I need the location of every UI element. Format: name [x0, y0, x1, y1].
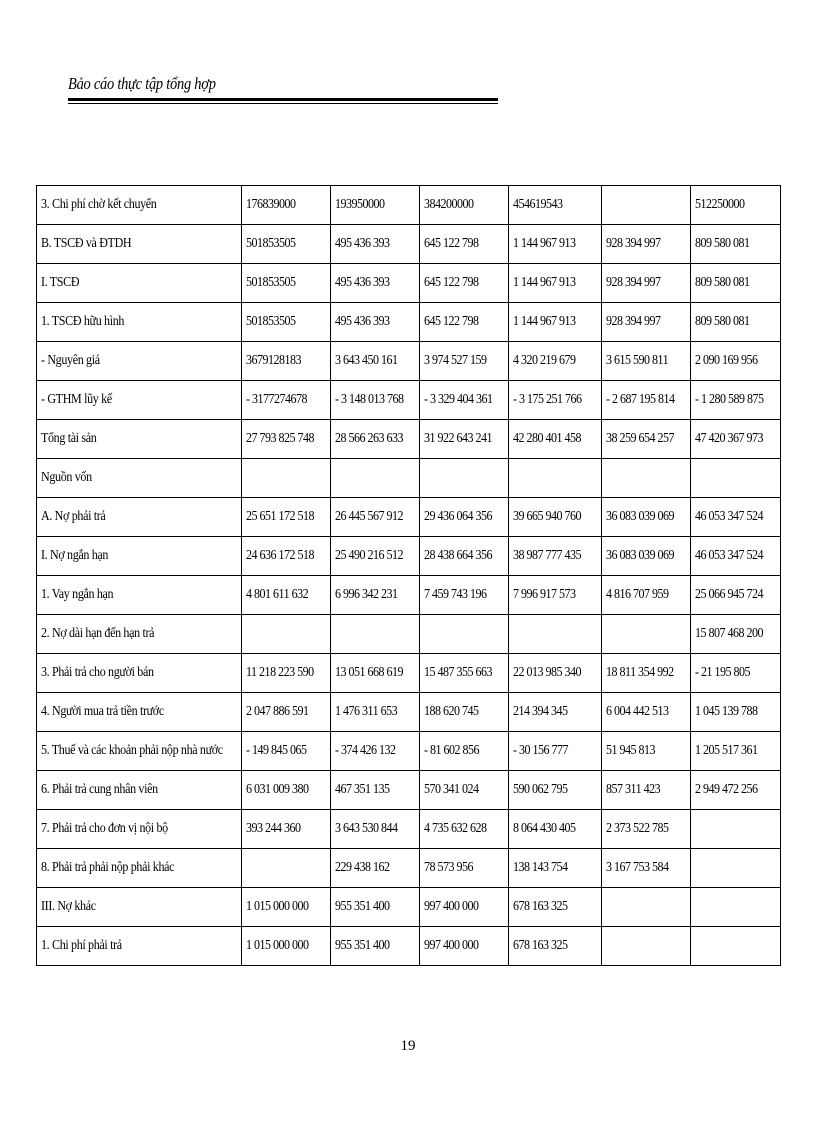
cell-value: 28 438 664 356 — [424, 548, 493, 563]
cell-value: 2 373 522 785 — [606, 821, 669, 836]
table-row — [37, 576, 781, 615]
cell-value: 6 031 009 380 — [246, 782, 309, 797]
cell-value: 809 580 081 — [695, 275, 750, 290]
table-row — [37, 927, 781, 966]
value-cell — [691, 186, 781, 225]
value-cell — [420, 225, 509, 264]
value-cell — [691, 225, 781, 264]
row-label: 4. Người mua trả tiền trước — [41, 704, 164, 719]
cell-value: 1 015 000 000 — [246, 938, 309, 953]
cell-value: - 3 148 013 768 — [335, 392, 404, 407]
value-cell — [331, 381, 420, 420]
value-cell — [331, 186, 420, 225]
cell-value: 7 996 917 573 — [513, 587, 576, 602]
value-cell — [602, 888, 691, 927]
row-label: - Nguyên giá — [41, 353, 100, 368]
cell-value: 1 015 000 000 — [246, 899, 309, 914]
cell-value: 1 205 517 361 — [695, 743, 758, 758]
row-label: 3. Chi phí chờ kết chuyển — [41, 197, 157, 212]
table-row — [37, 225, 781, 264]
cell-value: 3 615 590 811 — [606, 353, 669, 368]
value-cell — [242, 927, 331, 966]
cell-value: 39 665 940 760 — [513, 509, 582, 524]
value-cell — [602, 810, 691, 849]
value-cell — [602, 225, 691, 264]
value-cell — [602, 459, 691, 498]
table-row — [37, 342, 781, 381]
table-row — [37, 186, 781, 225]
cell-value: 3 643 530 844 — [335, 821, 398, 836]
value-cell — [602, 927, 691, 966]
value-cell — [242, 498, 331, 537]
row-label-cell — [37, 420, 242, 459]
value-cell — [242, 264, 331, 303]
cell-value: - 3 329 404 361 — [424, 392, 493, 407]
value-cell — [691, 615, 781, 654]
value-cell — [509, 732, 602, 771]
report-header-title: Bảo cáo thực tập tổng hợp — [68, 74, 216, 93]
value-cell — [331, 771, 420, 810]
value-cell — [509, 849, 602, 888]
value-cell — [331, 732, 420, 771]
row-label: 7. Phải trả cho đơn vị nội bộ — [41, 821, 168, 836]
row-label-cell — [37, 186, 242, 225]
value-cell — [509, 303, 602, 342]
cell-value: 27 793 825 748 — [246, 431, 315, 446]
value-cell — [420, 186, 509, 225]
value-cell — [691, 420, 781, 459]
cell-value: 1 144 967 913 — [513, 314, 576, 329]
value-cell — [331, 498, 420, 537]
cell-value: 13 051 668 619 — [335, 665, 404, 680]
value-cell — [420, 927, 509, 966]
value-cell — [509, 225, 602, 264]
cell-value: 11 218 223 590 — [246, 665, 314, 680]
table-row — [37, 888, 781, 927]
row-label-cell — [37, 927, 242, 966]
row-label: Nguồn vốn — [41, 470, 92, 485]
cell-value: 495 436 393 — [335, 314, 390, 329]
value-cell — [509, 810, 602, 849]
cell-value: 678 163 325 — [513, 899, 568, 914]
cell-value: 28 566 263 633 — [335, 431, 404, 446]
value-cell — [331, 537, 420, 576]
value-cell — [242, 810, 331, 849]
value-cell — [242, 888, 331, 927]
cell-value: 26 445 567 912 — [335, 509, 404, 524]
cell-value: 2 949 472 256 — [695, 782, 758, 797]
cell-value: 1 476 311 653 — [335, 704, 398, 719]
cell-value: 1 045 139 788 — [695, 704, 758, 719]
cell-value: 1 144 967 913 — [513, 275, 576, 290]
table-row — [37, 537, 781, 576]
table-row — [37, 732, 781, 771]
table-row — [37, 615, 781, 654]
value-cell — [331, 888, 420, 927]
cell-value: 454619543 — [513, 197, 563, 212]
row-label: - GTHM lũy kế — [41, 392, 112, 407]
value-cell — [509, 381, 602, 420]
value-cell — [691, 342, 781, 381]
cell-value: 645 122 798 — [424, 236, 479, 251]
value-cell — [691, 927, 781, 966]
value-cell — [242, 771, 331, 810]
cell-value: 501853505 — [246, 314, 296, 329]
cell-value: 15 807 468 200 — [695, 626, 764, 641]
table-row — [37, 693, 781, 732]
value-cell — [691, 498, 781, 537]
cell-value: - 2 687 195 814 — [606, 392, 675, 407]
header-rule-thin — [68, 103, 498, 104]
value-cell — [602, 498, 691, 537]
cell-value: 997 400 000 — [424, 899, 479, 914]
value-cell — [242, 342, 331, 381]
value-cell — [420, 264, 509, 303]
table-row — [37, 498, 781, 537]
row-label: A. Nợ phải trả — [41, 509, 106, 524]
cell-value: 31 922 643 241 — [424, 431, 493, 446]
value-cell — [602, 420, 691, 459]
page-number: 19 — [400, 1038, 416, 1054]
cell-value: 928 394 997 — [606, 314, 661, 329]
cell-value: 24 636 172 518 — [246, 548, 315, 563]
value-cell — [242, 186, 331, 225]
cell-value: 47 420 367 973 — [695, 431, 764, 446]
value-cell — [242, 381, 331, 420]
value-cell — [509, 615, 602, 654]
row-label: I. TSCĐ — [41, 275, 80, 290]
table-row — [37, 771, 781, 810]
cell-value: 570 341 024 — [424, 782, 479, 797]
value-cell — [602, 264, 691, 303]
value-cell — [509, 654, 602, 693]
cell-value: 29 436 064 356 — [424, 509, 493, 524]
cell-value: 4 735 632 628 — [424, 821, 487, 836]
cell-value: 18 811 354 992 — [606, 665, 674, 680]
cell-value: 36 083 039 069 — [606, 548, 675, 563]
value-cell — [691, 849, 781, 888]
cell-value: 6 996 342 231 — [335, 587, 398, 602]
value-cell — [331, 420, 420, 459]
cell-value: - 30 156 777 — [513, 743, 569, 758]
cell-value: 38 987 777 435 — [513, 548, 582, 563]
value-cell — [691, 888, 781, 927]
cell-value: 36 083 039 069 — [606, 509, 675, 524]
cell-value: 495 436 393 — [335, 236, 390, 251]
value-cell — [331, 342, 420, 381]
value-cell — [602, 303, 691, 342]
cell-value: - 1 280 589 875 — [695, 392, 764, 407]
value-cell — [602, 849, 691, 888]
cell-value: 138 143 754 — [513, 860, 568, 875]
value-cell — [509, 576, 602, 615]
row-label-cell — [37, 342, 242, 381]
row-label-cell — [37, 264, 242, 303]
row-label: III. Nợ khác — [41, 899, 96, 914]
value-cell — [509, 771, 602, 810]
cell-value: 7 459 743 196 — [424, 587, 487, 602]
cell-value: 955 351 400 — [335, 938, 390, 953]
table-row — [37, 810, 781, 849]
value-cell — [691, 576, 781, 615]
row-label-cell — [37, 771, 242, 810]
cell-value: 46 053 347 524 — [695, 509, 764, 524]
value-cell — [691, 654, 781, 693]
row-label-cell — [37, 654, 242, 693]
row-label: 1. TSCĐ hữu hình — [41, 314, 125, 329]
cell-value: - 374 426 132 — [335, 743, 396, 758]
cell-value: 512250000 — [695, 197, 745, 212]
table-row — [37, 303, 781, 342]
cell-value: 78 573 956 — [424, 860, 474, 875]
cell-value: 495 436 393 — [335, 275, 390, 290]
cell-value: 22 013 985 340 — [513, 665, 582, 680]
cell-value: 6 004 442 513 — [606, 704, 669, 719]
cell-value: 25 066 945 724 — [695, 587, 764, 602]
value-cell — [242, 615, 331, 654]
value-cell — [420, 615, 509, 654]
cell-value: 8 064 430 405 — [513, 821, 576, 836]
value-cell — [242, 537, 331, 576]
cell-value: 501853505 — [246, 275, 296, 290]
cell-value: 176839000 — [246, 197, 296, 212]
cell-value: 928 394 997 — [606, 275, 661, 290]
value-cell — [331, 654, 420, 693]
value-cell — [602, 654, 691, 693]
value-cell — [420, 771, 509, 810]
cell-value: 46 053 347 524 — [695, 548, 764, 563]
value-cell — [509, 420, 602, 459]
table-row — [37, 264, 781, 303]
value-cell — [420, 888, 509, 927]
value-cell — [420, 849, 509, 888]
row-label: B. TSCĐ và ĐTDH — [41, 236, 132, 251]
row-label: 8. Phải trả phải nộp phải khác — [41, 860, 175, 875]
cell-value: 188 620 745 — [424, 704, 479, 719]
value-cell — [602, 186, 691, 225]
cell-value: 857 311 423 — [606, 782, 661, 797]
row-label: 5. Thuế và các khoản phải nộp nhà nước — [41, 743, 223, 758]
value-cell — [509, 537, 602, 576]
cell-value: 501853505 — [246, 236, 296, 251]
cell-value: 4 320 219 679 — [513, 353, 576, 368]
cell-value: - 3 175 251 766 — [513, 392, 582, 407]
value-cell — [691, 459, 781, 498]
value-cell — [509, 342, 602, 381]
balance-sheet-table — [36, 185, 781, 966]
cell-value: 645 122 798 — [424, 275, 479, 290]
cell-value: 3 167 753 584 — [606, 860, 669, 875]
cell-value: 590 062 795 — [513, 782, 568, 797]
cell-value: 2 090 169 956 — [695, 353, 758, 368]
cell-value: 193950000 — [335, 197, 385, 212]
row-label-cell — [37, 615, 242, 654]
value-cell — [602, 693, 691, 732]
value-cell — [509, 459, 602, 498]
value-cell — [420, 498, 509, 537]
value-cell — [691, 303, 781, 342]
row-label: 3. Phải trả cho người bán — [41, 665, 154, 680]
cell-value: 809 580 081 — [695, 236, 750, 251]
cell-value: 229 438 162 — [335, 860, 390, 875]
value-cell — [420, 654, 509, 693]
value-cell — [602, 576, 691, 615]
value-cell — [602, 771, 691, 810]
cell-value: 51 945 813 — [606, 743, 656, 758]
cell-value: 15 487 355 663 — [424, 665, 493, 680]
value-cell — [242, 459, 331, 498]
cell-value: 393 244 360 — [246, 821, 301, 836]
table-row — [37, 420, 781, 459]
value-cell — [509, 498, 602, 537]
cell-value: 645 122 798 — [424, 314, 479, 329]
cell-value: 678 163 325 — [513, 938, 568, 953]
row-label-cell — [37, 693, 242, 732]
cell-value: - 3177274678 — [246, 392, 308, 407]
cell-value: 3 974 527 159 — [424, 353, 487, 368]
row-label-cell — [37, 498, 242, 537]
value-cell — [331, 264, 420, 303]
value-cell — [331, 927, 420, 966]
value-cell — [420, 381, 509, 420]
value-cell — [420, 420, 509, 459]
row-label-cell — [37, 459, 242, 498]
value-cell — [602, 537, 691, 576]
value-cell — [331, 810, 420, 849]
value-cell — [331, 615, 420, 654]
cell-value: 1 144 967 913 — [513, 236, 576, 251]
cell-value: - 149 845 065 — [246, 743, 307, 758]
row-label-cell — [37, 225, 242, 264]
value-cell — [242, 303, 331, 342]
value-cell — [420, 732, 509, 771]
value-cell — [602, 615, 691, 654]
row-label-cell — [37, 810, 242, 849]
row-label: 2. Nợ dài hạn đến hạn trả — [41, 626, 155, 641]
row-label: Tổng tài sản — [41, 431, 97, 446]
value-cell — [691, 264, 781, 303]
row-label: I. Nợ ngắn hạn — [41, 548, 109, 563]
row-label: 1. Chi phí phải trả — [41, 938, 122, 953]
value-cell — [242, 732, 331, 771]
row-label-cell — [37, 888, 242, 927]
cell-value: 3 643 450 161 — [335, 353, 398, 368]
value-cell — [242, 225, 331, 264]
value-cell — [242, 693, 331, 732]
cell-value: 384200000 — [424, 197, 474, 212]
value-cell — [509, 186, 602, 225]
value-cell — [691, 381, 781, 420]
row-label-cell — [37, 381, 242, 420]
table-row — [37, 849, 781, 888]
value-cell — [242, 576, 331, 615]
value-cell — [331, 693, 420, 732]
value-cell — [691, 810, 781, 849]
row-label: 6. Phải trả cung nhân viên — [41, 782, 158, 797]
value-cell — [691, 693, 781, 732]
value-cell — [691, 732, 781, 771]
value-cell — [420, 303, 509, 342]
cell-value: 809 580 081 — [695, 314, 750, 329]
value-cell — [331, 225, 420, 264]
cell-value: 4 801 611 632 — [246, 587, 309, 602]
value-cell — [602, 732, 691, 771]
value-cell — [331, 849, 420, 888]
value-cell — [691, 537, 781, 576]
cell-value: 38 259 654 257 — [606, 431, 675, 446]
value-cell — [242, 654, 331, 693]
row-label-cell — [37, 303, 242, 342]
value-cell — [331, 576, 420, 615]
value-cell — [420, 693, 509, 732]
cell-value: 42 280 401 458 — [513, 431, 582, 446]
cell-value: - 21 195 805 — [695, 665, 751, 680]
cell-value: 3679128183 — [246, 353, 302, 368]
value-cell — [509, 693, 602, 732]
cell-value: 928 394 997 — [606, 236, 661, 251]
row-label-cell — [37, 732, 242, 771]
cell-value: 25 490 216 512 — [335, 548, 404, 563]
row-label-cell — [37, 849, 242, 888]
cell-value: 467 351 135 — [335, 782, 390, 797]
row-label: 1. Vay ngắn hạn — [41, 587, 114, 602]
value-cell — [420, 537, 509, 576]
row-label-cell — [37, 576, 242, 615]
cell-value: - 81 602 856 — [424, 743, 480, 758]
value-cell — [420, 810, 509, 849]
value-cell — [331, 303, 420, 342]
value-cell — [602, 381, 691, 420]
value-cell — [420, 576, 509, 615]
value-cell — [420, 459, 509, 498]
value-cell — [509, 888, 602, 927]
value-cell — [691, 771, 781, 810]
value-cell — [509, 927, 602, 966]
value-cell — [420, 342, 509, 381]
value-cell — [331, 459, 420, 498]
header-rule-thick — [68, 98, 498, 101]
value-cell — [242, 849, 331, 888]
cell-value: 4 816 707 959 — [606, 587, 669, 602]
value-cell — [602, 342, 691, 381]
cell-value: 2 047 886 591 — [246, 704, 309, 719]
cell-value: 997 400 000 — [424, 938, 479, 953]
value-cell — [242, 420, 331, 459]
row-label-cell — [37, 537, 242, 576]
table-row — [37, 654, 781, 693]
table-row — [37, 459, 781, 498]
value-cell — [509, 264, 602, 303]
cell-value: 25 651 172 518 — [246, 509, 315, 524]
table-row — [37, 381, 781, 420]
cell-value: 214 394 345 — [513, 704, 568, 719]
cell-value: 955 351 400 — [335, 899, 390, 914]
